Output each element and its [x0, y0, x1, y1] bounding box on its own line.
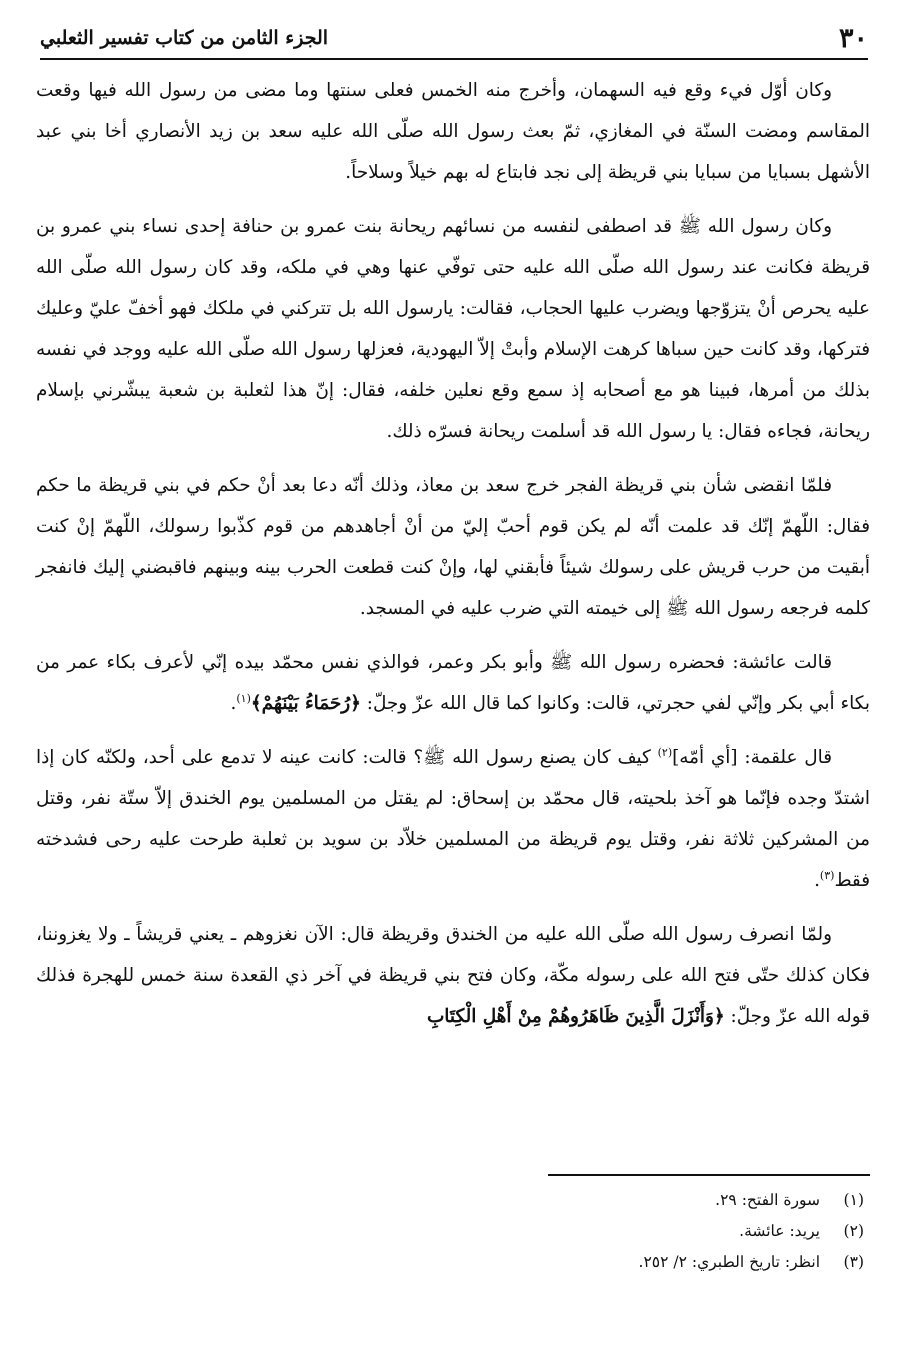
paragraph: فلمّا انقضى شأن بني قريظة الفجر خرج سعد بن معاذ، وذلك أنّه دعا بعد أنْ حكم في بني قريظة ما حكم فقال: اللّهمّ إنّك قد علمت أنّه لم يكن قوم أحبّ إليّ من أنْ أجاهدهم من قوم كذّبوا رسولك، اللّهمّ إنْ كنت أبقيت من حرب قريش على رسولك شيئاً فأبقني لها، وإنْ كنت قطعت الحرب بينه وبينهم فاقبضني إليك فانفجر كلمه فرجعه رسول الله ﷺ إلى خيمته التي ضرب عليه في المسجد. [36, 475, 870, 619]
paragraph [36, 642, 870, 724]
footnote-text: سورة الفتح: ٢٩. [715, 1191, 820, 1209]
paragraph-text: قال علقمة: [أي أمّه] [672, 747, 832, 768]
paragraph-text: . [814, 870, 820, 891]
main-text [36, 70, 870, 1050]
paragraph-text: كيف كان يصنع رسول الله ﷺ؟ قالت: كانت عينه لا تدمع على أحد، ولكنّه كان إذا اشتدّ وجده فإنّما هو آخذ بلحيته، قال محمّد بن إسحاق: لم يقتل من المسلمين يوم الخندق إلاّ ستّة نفر، وقتل من المشركين ثلاثة نفر، وقتل يوم قريظة من المسلمين خلاّد بن سويد بن ثعلبة طرحت عليه رحى فشدخته فقط [36, 747, 870, 891]
footnote-number: (٢) [843, 1222, 864, 1240]
footnote-text: انظر: تاريخ الطبري: ٢/ ٢٥٢. [638, 1253, 820, 1271]
paragraph-text: . [230, 693, 237, 714]
quran-quote: ﴿رُحَمَاءُ بَيْنَهُمْ﴾ [250, 693, 361, 714]
page-header [40, 18, 868, 60]
paragraph [36, 914, 870, 1037]
running-title: الجزء الثامن من كتاب تفسير الثعلبي [40, 27, 329, 49]
footnote-number: (٣) [843, 1253, 864, 1271]
paragraph-text: ولمّا انصرف رسول الله صلّى الله عليه من الخندق وقريظة قال: الآن نغزوهم ـ يعني قريشاً ـ ولا يغزوننا، فكان كذلك حتّى فتح الله على رسوله مكّة، وكان فتح بني قريظة في آخر ذي القعدة سنة خمس للهجرة فذلك قوله الله عزّ وجلّ: [36, 924, 870, 1027]
footnote-text: يريد: عائشة. [739, 1222, 820, 1240]
footnote-divider [548, 1174, 870, 1176]
paragraph: وكان أوّل فيء وقع فيه السهمان، وأخرج منه الخمس فعلى سنتها وما مضى من رسول الله فيها وقعت المقاسم ومضت السنّة في المغازي، ثمّ بعث رسول الله صلّى الله عليه سعد بن زيد الأنصاري أخا بني عبد الأشهل بسبايا من سبايا بني قريظة إلى نجد فابتاع له بهم خيلاً وسلاحاً. [36, 80, 870, 183]
footnote-number: (١) [843, 1191, 864, 1209]
paragraph-text: قالت عائشة: فحضره رسول الله ﷺ وأبو بكر وعمر، فوالذي نفس محمّد بيده إنّي لأعرف بكاء عمر من بكاء أبي بكر وإنّي لفي حجرتي، قالت: وكانوا كما قال الله عزّ وجلّ: [36, 652, 870, 714]
footnote-ref: (٣) [819, 868, 835, 882]
page-number: ٣٠ [838, 22, 868, 54]
footnote [364, 1216, 864, 1247]
footnote [364, 1247, 864, 1278]
footnote-ref: (٢) [657, 745, 673, 759]
paragraph [36, 737, 870, 901]
quran-quote: ﴿وَأَنْزَلَ الَّذِينَ ظَاهَرُوهُمْ مِنْ أَهْلِ الْكِتَابِ [426, 1006, 725, 1027]
footnotes [364, 1185, 864, 1278]
paragraph: وكان رسول الله ﷺ قد اصطفى لنفسه من نسائهم ريحانة بنت عمرو بن حنافة إحدى نساء بني عمرو بن قريظة فكانت عند رسول الله صلّى الله عليه حتى توفّي عنها وهي في ملكه، وقد كان رسول الله صلّى الله عليه يحرص أنْ يتزوّجها ويضرب عليها الحجاب، فقالت: يارسول الله بل تتركني في ملكك فهو أخفّ عليّ وعليك فتركها، وقد كانت حين سباها كرهت الإسلام وأبتْ إلاّ اليهودية، فعزلها رسول الله صلّى الله عليه ووجد في نفسه بذلك من أمرها، فبينا هو مع أصحابه إذ سمع وقع نعلين خلفه، فقال: إنّ هذا لثعلبة بن شعبة يبشّرني بإسلام ريحانة، فجاءه فقال: يا رسول الله قد أسلمت ريحانة فسرّه ذلك. [36, 216, 870, 442]
footnote [364, 1185, 864, 1216]
footnote-ref: (١) [236, 691, 251, 705]
